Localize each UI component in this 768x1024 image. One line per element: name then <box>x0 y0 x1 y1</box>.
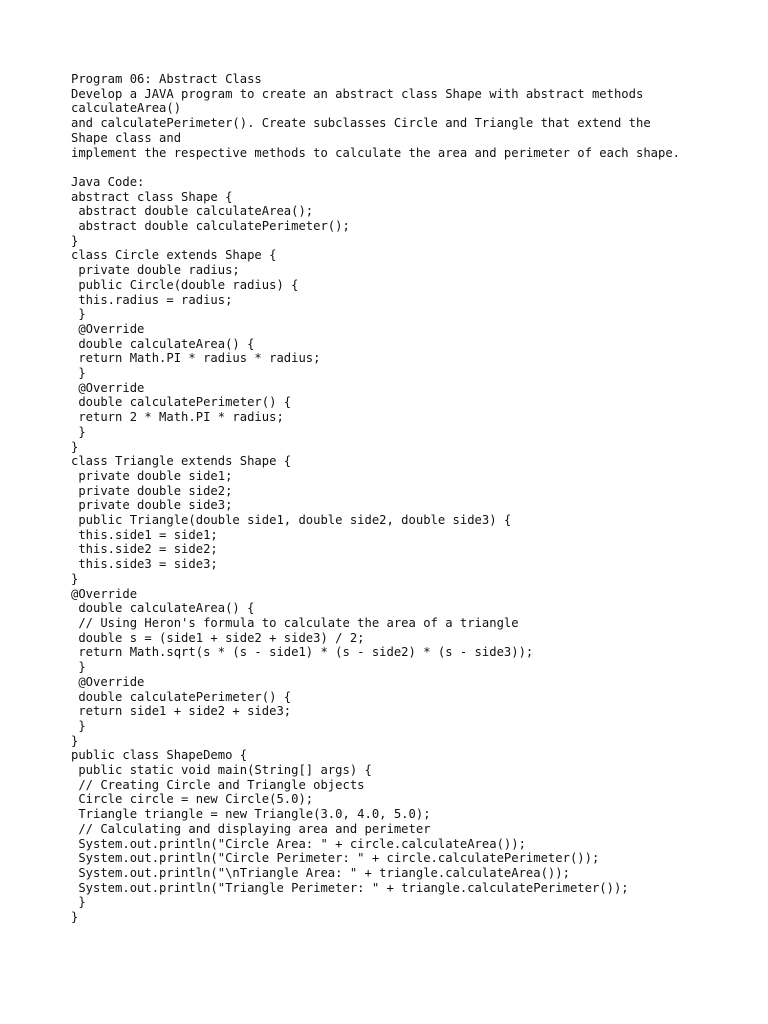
code-line: Triangle triangle = new Triangle(3.0, 4.0, 5.0); <box>71 807 431 822</box>
code-line: } <box>71 233 79 248</box>
code-line: this.radius = radius; <box>71 292 233 307</box>
code-line: // Creating Circle and Triangle objects <box>71 777 365 792</box>
code-line: public static void main(String[] args) { <box>71 763 372 778</box>
document-title: Program 06: Abstract Class <box>71 72 262 86</box>
code-line: return Math.PI * radius * radius; <box>71 351 321 366</box>
description-line: implement the respective methods to calculate the area and perimeter of each shape. <box>71 145 681 160</box>
code-line: @Override <box>71 586 138 601</box>
code-line: } <box>71 366 86 381</box>
code-block <box>71 190 751 925</box>
code-line: public Triangle(double side1, double side2, double side3) { <box>71 513 512 528</box>
code-line: abstract double calculateArea(); <box>71 204 314 219</box>
code-line: } <box>71 895 86 910</box>
code-line: this.side3 = side3; <box>71 557 218 572</box>
code-line: Circle circle = new Circle(5.0); <box>71 792 314 807</box>
code-line: System.out.println("Circle Area: " + circle.calculateArea()); <box>71 836 526 851</box>
description-line: and calculatePerimeter(). Create subclasses Circle and Triangle that extend the <box>71 116 651 131</box>
code-line: private double side1; <box>71 468 233 483</box>
code-line: this.side1 = side1; <box>71 527 218 542</box>
code-heading: Java Code: <box>71 174 145 189</box>
code-line: return 2 * Math.PI * radius; <box>71 410 284 425</box>
code-line: System.out.println("Triangle Perimeter: " + triangle.calculatePerimeter()); <box>71 880 629 895</box>
code-line: return side1 + side2 + side3; <box>71 704 292 719</box>
code-line: double s = (side1 + side2 + side3) / 2; <box>71 630 365 645</box>
code-line: class Circle extends Shape { <box>71 248 277 263</box>
code-line: abstract class Shape { <box>71 189 233 204</box>
blank-line <box>71 160 751 175</box>
code-line: private double radius; <box>71 263 240 278</box>
code-line: } <box>71 660 86 675</box>
code-line: double calculatePerimeter() { <box>71 395 292 410</box>
code-line: @Override <box>71 321 145 336</box>
code-line: this.side2 = side2; <box>71 542 218 557</box>
code-line: System.out.println("Circle Perimeter: " + circle.calculatePerimeter()); <box>71 851 600 866</box>
code-line: abstract double calculatePerimeter(); <box>71 219 350 234</box>
code-line: public class ShapeDemo { <box>71 748 248 763</box>
code-line: public Circle(double radius) { <box>71 277 299 292</box>
code-line: // Calculating and displaying area and perimeter <box>71 821 431 836</box>
document-page <box>71 72 751 925</box>
code-line: } <box>71 718 86 733</box>
code-line: } <box>71 307 86 322</box>
code-line: double calculateArea() { <box>71 601 255 616</box>
code-line: double calculateArea() { <box>71 336 255 351</box>
code-line: double calculatePerimeter() { <box>71 689 292 704</box>
code-line: @Override <box>71 674 145 689</box>
code-line: } <box>71 439 79 454</box>
code-line: return Math.sqrt(s * (s - side1) * (s - side2) * (s - side3)); <box>71 645 534 660</box>
code-line: } <box>71 733 79 748</box>
code-line: private double side3; <box>71 498 233 513</box>
description-line: Shape class and <box>71 130 182 145</box>
code-line: @Override <box>71 380 145 395</box>
code-line: // Using Heron's formula to calculate the area of a triangle <box>71 616 519 630</box>
description-line: Develop a JAVA program to create an abstract class Shape with abstract methods <box>71 86 644 101</box>
code-line: class Triangle extends Shape { <box>71 454 292 469</box>
code-line: private double side2; <box>71 483 233 498</box>
code-line: } <box>71 910 79 925</box>
code-line: System.out.println("\nTriangle Area: " + triangle.calculateArea()); <box>71 865 570 880</box>
description-block <box>71 87 751 161</box>
code-line: } <box>71 424 86 439</box>
description-line: calculateArea() <box>71 101 182 116</box>
code-line: } <box>71 571 79 586</box>
